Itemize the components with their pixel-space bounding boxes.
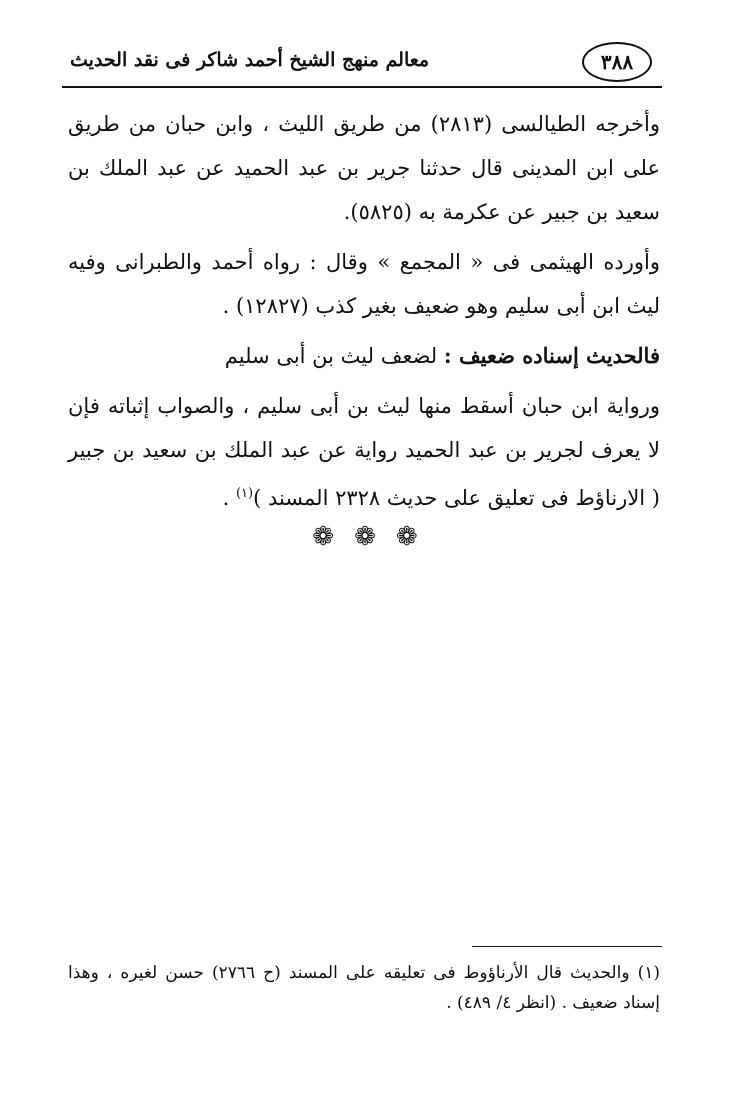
paragraph-4-end: . xyxy=(222,486,236,510)
page-number: ٣٨٨ xyxy=(582,42,652,82)
flower-ornament-icon: ❁ xyxy=(395,522,418,552)
verdict-label: فالحديث إسناده ضعيف : xyxy=(443,343,660,368)
footnotes xyxy=(68,958,660,1018)
paragraph-1: وأخرجه الطيالسى (٢٨١٣) من طريق الليث ، وابن حبان من طريق على ابن المدينى قال حدثنا جرير بن عبد الحميد عن عبد الملك بن سعيد بن جبير عن عكرمة به (٥٨٢٥). xyxy=(68,112,660,224)
flower-ornament-icon: ❁ xyxy=(312,522,335,552)
paragraph-4 xyxy=(68,384,660,520)
header-rule xyxy=(62,86,662,88)
verdict-text: لضعف ليث بن أبى سليم xyxy=(224,344,444,368)
main-text xyxy=(68,102,660,526)
footnote-1: (١) والحديث قال الأرناؤوط فى تعليقه على المسند (ح ٢٧٦٦) حسن لغيره ، وهذا إسناد ضعيف . (انظر ٤/ ٤٨٩) . xyxy=(68,963,661,1013)
footnote-ref: (١) xyxy=(235,486,254,501)
footnote-rule xyxy=(472,946,662,947)
section-divider xyxy=(0,521,730,553)
paragraph-3 xyxy=(68,334,660,378)
paragraph-2: وأورده الهيثمى فى « المجمع » وقال : رواه أحمد والطبرانى وفيه ليث ابن أبى سليم وهو ضعيف بغير كذب (١٢٨٢٧) . xyxy=(68,250,660,318)
page-header xyxy=(62,38,662,88)
flower-ornament-icon: ❁ xyxy=(354,522,376,552)
running-title: معالم منهج الشيخ أحمد شاكر فى نقد الحديث xyxy=(70,49,430,71)
paragraph-4-text: ورواية ابن حبان أسقط منها ليث بن أبى سليم ، والصواب إثباته فإن لا يعرف لجرير بن عبد الحميد رواية عن عبد الملك بن سعيد بن جبير ( الارناؤط فى تعليق على حديث ٢٣٢٨ المسند ) xyxy=(68,394,660,510)
